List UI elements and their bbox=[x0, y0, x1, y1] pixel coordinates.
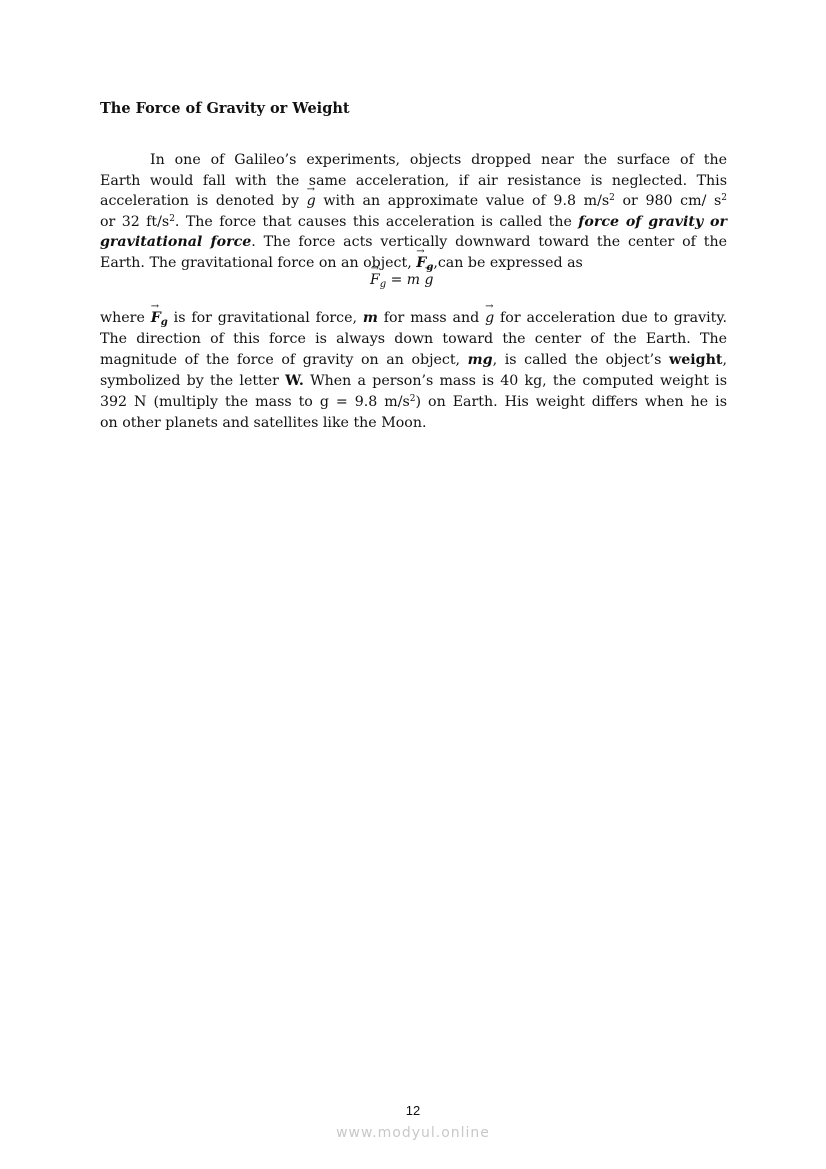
text-line bbox=[100, 308, 727, 329]
text-line bbox=[100, 350, 727, 371]
text-line bbox=[100, 171, 727, 192]
text-segment: The direction of this force is always down toward the center of the Earth. The bbox=[100, 331, 727, 347]
vector-symbol: → g bbox=[485, 311, 494, 325]
section-title: The Force of Gravity or Weight bbox=[100, 100, 350, 117]
text-segment: acceleration is denoted by bbox=[100, 193, 307, 210]
text-line bbox=[100, 413, 727, 434]
text-segment: symbolized by the letter bbox=[100, 373, 286, 389]
superscript: 2 bbox=[169, 213, 175, 224]
vector-symbol: → F bbox=[151, 311, 161, 325]
text-segment: for mass and bbox=[377, 310, 486, 326]
text-segment: or 32 ft/s bbox=[100, 213, 170, 230]
emphasis-text: m bbox=[362, 310, 378, 326]
text-segment: Earth would fall with the same acceleration, if air resistance is neglected. This bbox=[100, 172, 727, 189]
superscript: 2 bbox=[609, 193, 615, 204]
subscript: g bbox=[426, 261, 434, 273]
paragraph-2 bbox=[100, 308, 727, 434]
superscript: 2 bbox=[409, 394, 416, 404]
vector-symbol: → F bbox=[416, 256, 426, 270]
paragraph-1 bbox=[100, 150, 727, 274]
emphasis-text: gravitational force bbox=[100, 234, 252, 251]
text-segment: for acceleration due to gravity. bbox=[494, 310, 727, 326]
text-segment: ,can be expressed as bbox=[433, 254, 583, 271]
text-segment: In one of Galileo’s experiments, objects dropped near the surface of the bbox=[150, 152, 727, 168]
text-segment: , bbox=[722, 352, 727, 368]
gravity-vector: → g bbox=[424, 273, 433, 287]
text-segment: on other planets and satellites like the Moon. bbox=[100, 415, 427, 431]
equation-rhs: = m bbox=[386, 272, 425, 288]
text-segment: 392 N (multiply the mass to g = 9.8 m/s bbox=[100, 394, 410, 410]
text-segment: or 980 cm/ s bbox=[614, 193, 722, 210]
page-number: 12 bbox=[405, 1103, 421, 1118]
gravity-equation bbox=[370, 272, 433, 288]
text-segment: magnitude of the force of gravity on an object, bbox=[100, 352, 468, 368]
subscript: g bbox=[160, 317, 168, 328]
text-segment: where bbox=[100, 310, 151, 326]
text-line bbox=[100, 191, 727, 212]
emphasis-text: weight bbox=[669, 352, 723, 368]
text-segment: When a person’s mass is 40 kg, the computed weight is bbox=[303, 373, 727, 389]
emphasis-text: mg bbox=[467, 352, 493, 368]
watermark: www.modyul.online bbox=[336, 1125, 490, 1141]
text-segment: is for gravitational force, bbox=[167, 310, 363, 326]
text-segment: . The force that causes this acceleration is called the bbox=[174, 213, 579, 230]
text-segment: . The force acts vertically downward toward the center of the bbox=[251, 234, 727, 251]
text-line bbox=[100, 212, 727, 233]
text-line bbox=[100, 392, 727, 413]
text-line bbox=[100, 329, 727, 350]
force-vector: → F bbox=[370, 273, 380, 287]
text-segment: Earth. The gravitational force on an object, bbox=[100, 254, 417, 271]
emphasis-text: force of gravity or bbox=[578, 213, 727, 230]
text-segment: ) on Earth. His weight differs when he is bbox=[415, 394, 727, 410]
text-line bbox=[100, 150, 727, 171]
vector-symbol: → g bbox=[307, 194, 316, 208]
text-segment: , is called the object’s bbox=[492, 352, 670, 368]
text-line bbox=[100, 371, 727, 392]
text-line bbox=[100, 253, 727, 274]
emphasis-text: W. bbox=[285, 373, 304, 389]
force-subscript: g bbox=[379, 279, 387, 290]
text-line bbox=[100, 232, 727, 253]
text-segment: with an approximate value of 9.8 m/s bbox=[315, 193, 610, 210]
superscript: 2 bbox=[721, 193, 727, 204]
